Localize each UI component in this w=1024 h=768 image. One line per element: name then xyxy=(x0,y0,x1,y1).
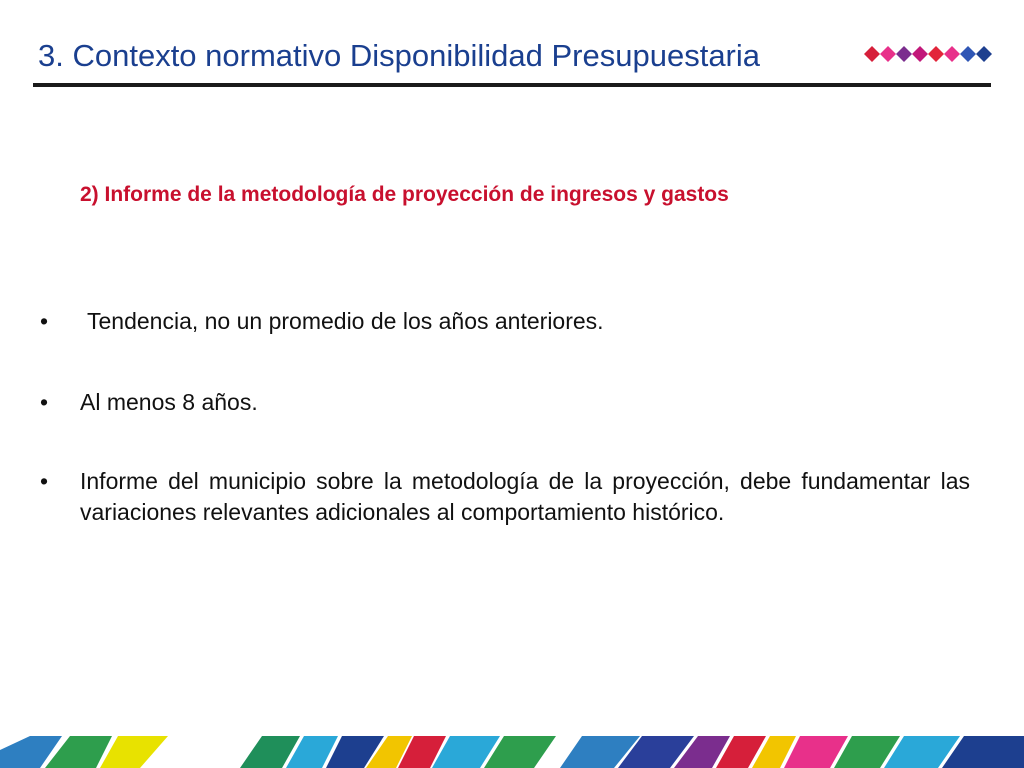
diamond-red-2 xyxy=(928,46,944,62)
diamond-red xyxy=(864,46,880,62)
bullet-dot: • xyxy=(40,308,49,334)
decorative-diamonds xyxy=(864,42,994,66)
slide-subtitle: 2) Informe de la metodología de proyección de ingresos y gastos xyxy=(80,183,729,206)
bullet-dot: • xyxy=(40,468,49,494)
title-rule xyxy=(33,83,991,87)
bullet-dot: • xyxy=(40,389,49,415)
diamond-blue xyxy=(960,46,976,62)
diamond-pink xyxy=(880,46,896,62)
bullet-item xyxy=(40,387,970,418)
bullet-item xyxy=(40,466,970,528)
slide-title: 3. Contexto normativo Disponibilidad Presupuestaria xyxy=(38,38,761,73)
diamond-purple xyxy=(896,46,912,62)
diamond-magenta xyxy=(912,46,928,62)
footer-stripe xyxy=(100,736,168,768)
bullet-item xyxy=(40,306,970,337)
diamond-pink-2 xyxy=(944,46,960,62)
diamond-navy xyxy=(976,46,992,62)
bullet-list xyxy=(40,306,970,528)
bullet-text: Tendencia, no un promedio de los años anteriores. xyxy=(87,308,604,334)
bullet-text: Al menos 8 años. xyxy=(80,389,258,415)
decorative-footer-stripes xyxy=(0,736,1024,768)
bullet-text: Informe del municipio sobre la metodología de la proyección, debe fundamentar las variaciones relevantes adicionales al comportamiento histórico. xyxy=(80,468,970,525)
